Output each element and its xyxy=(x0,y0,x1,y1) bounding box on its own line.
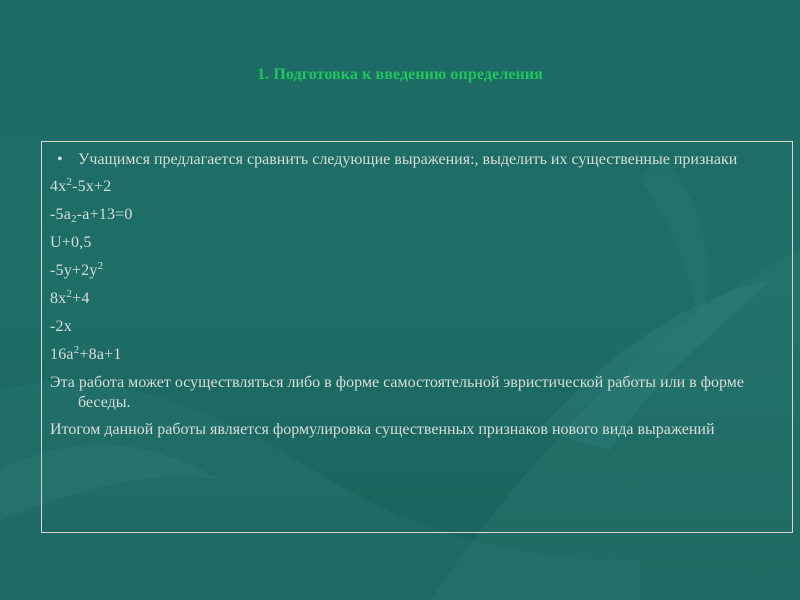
expression-2: $-5a_2-a+13=0$ xyxy=(50,206,133,225)
expression-7: $16a^2+8a+1$ xyxy=(50,344,122,363)
expression-5: $8x^2+4$ xyxy=(50,288,90,307)
bullet-item xyxy=(50,150,786,170)
paragraph-1: Эта работа может осуществляться либо в форме самостоятельной эвристической работы или в форме беседы. xyxy=(50,374,745,411)
bullet-icon: • xyxy=(57,151,63,168)
expression-3: U+0,5 xyxy=(50,234,92,251)
bullet-text: Учащимся предлагается сравнить следующие выражения:, выделить их существенные признаки xyxy=(78,151,738,168)
paragraph-2: Итогом данной работы является формулировка существенных признаков нового вида выражений xyxy=(50,421,715,438)
expression-4: $-5y+2y^2$ xyxy=(50,260,104,279)
content-box xyxy=(41,141,793,533)
slide-title: 1. Подготовка к введению определения xyxy=(257,66,543,83)
content-text xyxy=(50,150,786,447)
expression-1: $4x^2-5x+2$ xyxy=(50,176,112,195)
expression-6: -2x xyxy=(50,318,72,335)
